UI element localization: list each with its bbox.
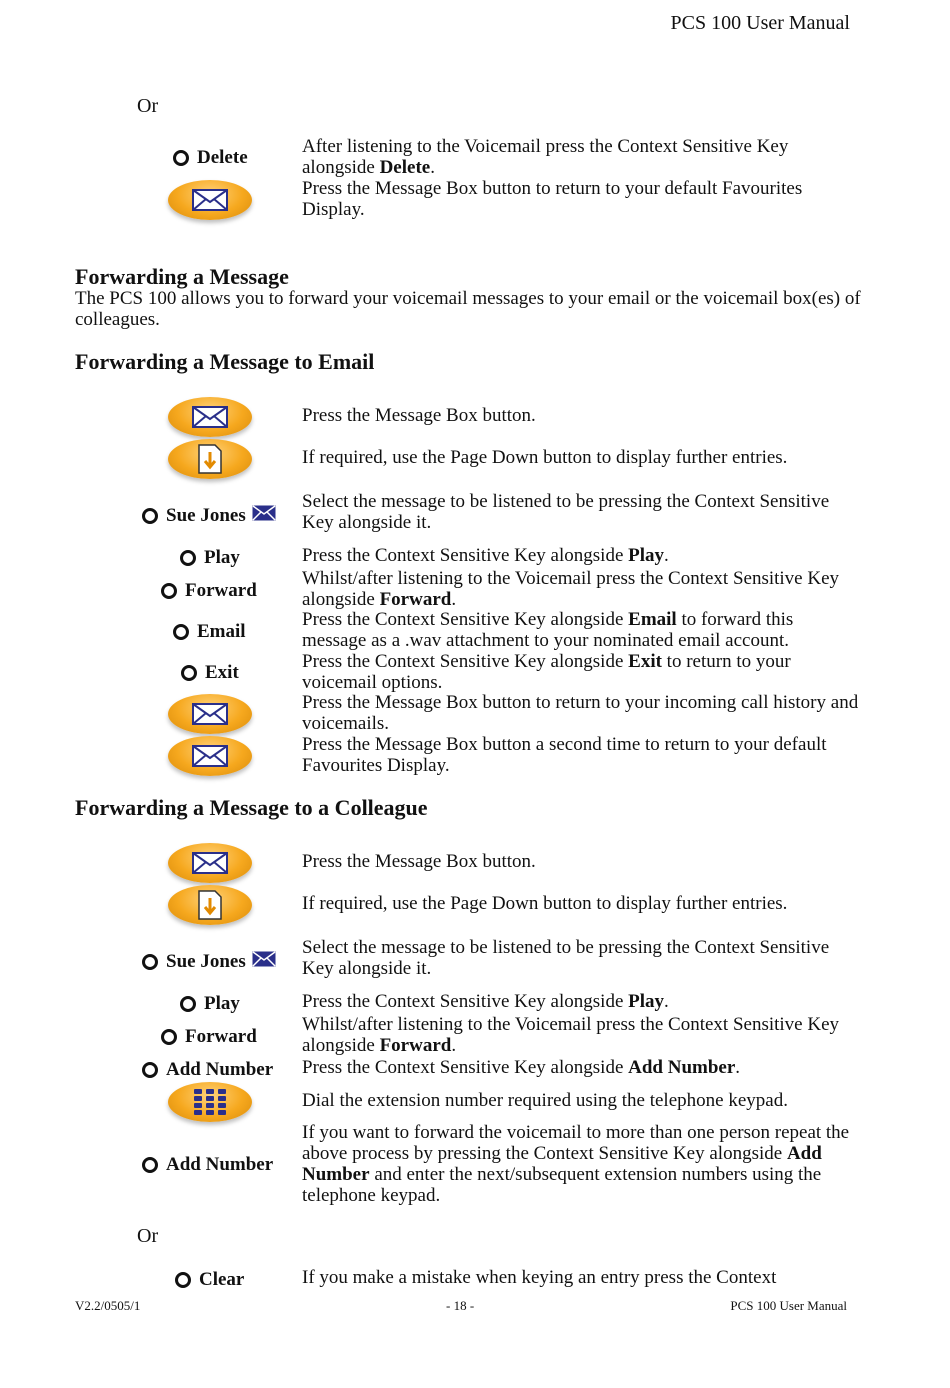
message-box-button [168, 843, 252, 883]
section-heading-colleague: Forwarding a Message to a Colleague [75, 795, 428, 820]
exit-key-label: Exit [205, 662, 239, 683]
envelope-icon [252, 505, 276, 527]
page-down-icon [197, 444, 223, 474]
play-key [180, 993, 240, 1015]
bullet-icon [142, 954, 158, 970]
footer-title: PCS 100 User Manual [730, 1298, 847, 1313]
or-label: Or [137, 95, 159, 117]
forward-key [161, 1026, 257, 1048]
page-header-title: PCS 100 User Manual [670, 12, 850, 34]
email-key [173, 621, 246, 643]
forwarding-intro: The PCS 100 allows you to forward your voicemail messages to your email or the voicemail box(es) of colleagues. [75, 288, 861, 330]
play-description: Press the Context Sensitive Key alongside Play. [302, 991, 669, 1012]
bullet-icon [142, 1157, 158, 1173]
add-number-key-label: Add Number [166, 1154, 274, 1175]
envelope-icon [192, 189, 228, 211]
envelope-icon [192, 406, 228, 428]
page-down-icon [197, 890, 223, 920]
add-number-key [142, 1059, 273, 1081]
envelope-icon [252, 951, 276, 967]
bullet-icon [173, 624, 189, 640]
bullet-icon [161, 583, 177, 599]
play-key [180, 547, 240, 569]
exit-key [181, 662, 239, 684]
forward-description: Whilst/after listening to the Voicemail press the Context Sensitive Key alongside Forward. [302, 1014, 840, 1056]
play-key-label: Play [204, 547, 240, 568]
clear-key-label: Clear [199, 1269, 245, 1290]
footer-version: V2.2/0505/1 [75, 1298, 141, 1313]
add-number-description: Press the Context Sensitive Key alongside Add Number. [302, 1057, 741, 1078]
message-box-button [168, 397, 252, 437]
forward-key-label: Forward [185, 1026, 257, 1047]
play-key-label: Play [204, 993, 240, 1014]
add-number-key-label: Add Number [166, 1059, 274, 1080]
message-box-button [168, 694, 252, 734]
bullet-icon [175, 1272, 191, 1288]
page-down-button [168, 439, 252, 479]
section-heading-forwarding: Forwarding a Message [75, 264, 289, 289]
delete-key-label: Delete [197, 147, 248, 168]
forward-key-label: Forward [185, 580, 257, 601]
sue-jones-key [142, 951, 276, 973]
page-down-button [168, 885, 252, 925]
bullet-icon [161, 1029, 177, 1045]
sue-description: Select the message to be listened to be pressing the Context Sensitive Key alongside it. [302, 491, 830, 533]
section-heading-email: Forwarding a Message to Email [75, 349, 375, 374]
play-description: Press the Context Sensitive Key alongside Play. [302, 545, 669, 566]
message-box-button [168, 180, 252, 220]
footer-page-number: - 18 - [446, 1298, 475, 1313]
forward-description: Whilst/after listening to the Voicemail press the Context Sensitive Key alongside Forward. [302, 568, 840, 610]
or-label: Or [137, 1225, 159, 1247]
envelope-icon [192, 745, 228, 767]
exit-description: Press the Context Sensitive Key alongside Exit to return to your voicemail options. [302, 651, 791, 693]
email-description: Press the Context Sensitive Key alongside Email to forward this message as a .wav attachment to your nominated email account. [302, 609, 794, 651]
envelope-icon [192, 852, 228, 874]
bullet-icon [173, 150, 189, 166]
bullet-icon [180, 550, 196, 566]
sue-jones-key [142, 505, 276, 527]
msgbox-second-description: Press the Message Box button a second time to return to your default Favourites Display. [302, 734, 827, 776]
bullet-icon [181, 665, 197, 681]
pagedown-description: If required, use the Page Down button to display further entries. [302, 447, 788, 468]
add-number-key [142, 1154, 273, 1176]
keypad-description: Dial the extension number required using the telephone keypad. [302, 1090, 788, 1111]
forward-key [161, 580, 257, 602]
sue-jones-label: Sue Jones [166, 951, 246, 972]
envelope-icon [192, 703, 228, 725]
msgbox-description: Press the Message Box button. [302, 405, 536, 426]
bullet-icon [142, 1062, 158, 1078]
delete-description: After listening to the Voicemail press the Context Sensitive Key alongside Delete. Press the Message Box button to return to your default Favourites Display. [302, 136, 803, 220]
keypad-icon [190, 1087, 230, 1117]
clear-key [175, 1269, 244, 1291]
pagedown-description: If required, use the Page Down button to display further entries. [302, 893, 788, 914]
envelope-icon [252, 951, 276, 973]
message-box-button [168, 736, 252, 776]
clear-description: If you make a mistake when keying an entry press the Context [302, 1267, 777, 1288]
bullet-icon [180, 996, 196, 1012]
email-key-label: Email [197, 621, 246, 642]
bullet-icon [142, 508, 158, 524]
delete-key [173, 147, 248, 169]
msgbox-return-description: Press the Message Box button to return to your incoming call history and voicemails. [302, 692, 859, 734]
add-number-repeat-description: If you want to forward the voicemail to more than one person repeat the above process by pressing the Context Sensitive Key alongside Add Number and enter the next/subsequent extension numbers using the telephone keypad. [302, 1122, 850, 1206]
envelope-icon [252, 505, 276, 521]
keypad-button [168, 1082, 252, 1122]
msgbox-description: Press the Message Box button. [302, 851, 536, 872]
sue-jones-label: Sue Jones [166, 505, 246, 526]
sue-description: Select the message to be listened to be pressing the Context Sensitive Key alongside it. [302, 937, 830, 979]
